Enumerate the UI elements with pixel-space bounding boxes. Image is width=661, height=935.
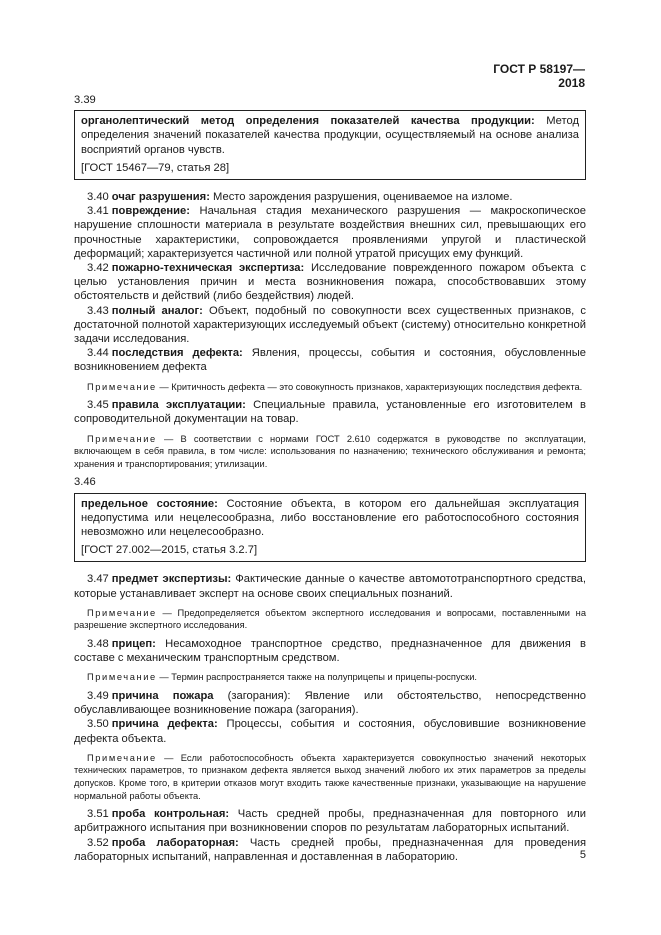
note-3-44: Примечание — Критичность дефекта — это совокупность признаков, характеризующих последствия дефекта. [87,381,583,392]
term-3-41: 3.41 повреждение: Начальная стадия механического разрушения — макроскопическое нарушение сплошности материала в результате воздействия внешних сил, превышающих его прочностные характеристики, сопровождается проявлениями упругой и пластической деформаций; характеризуется частичной или полной утратой присущих ему функций. [74,205,586,260]
term-3-49: 3.49 причина пожара (загорания): Явление или обстоятельство, непосредственно обуславливающее возникновение пожара (загорания). [74,690,586,717]
term-3-48: 3.48 прицеп: Несамоходное транспортное средство, предназначенное для движения в составе с механическим транспортным средством. [74,638,586,665]
term-box-3-46 [74,493,586,563]
note-3-48: Примечание — Термин распространяется также на полуприцепы и прицепы-роспуски. [87,672,477,683]
note-3-45: Примечание — В соответствии с нормами ГОСТ 2.610 содержатся в руководстве по эксплуатации, включающем в себя правила, в том числе: использования по назначению; технического обслуживания и ремонта; хранения и транспортирования; утилизации. [74,433,586,469]
terms-content [74,93,586,864]
term-3-47: 3.47 предмет экспертизы: Фактические данные о качестве автомототранспортного средства, которые устанавливает эксперт на основе своих специальных познаний. [74,573,586,600]
note-3-50: Примечание — Если работоспособность объекта характеризуется совокупностью значений некоторых технических параметров, то признаком дефекта является выход значений любого их этих параметров за пределы допусков. Кроме того, в критерии отказов могут входить также качественные признаки, указывающие на нарушение нормальной работы объекта. [74,752,586,801]
term-3-42: 3.42 пожарно-техническая экспертиза: Исследование поврежденного пожаром объекта с целью установления причин и места возникновения пожара, способствовавших этому обстоятельств и действий (либо бездействия) людей. [74,262,586,303]
term-3-52: 3.52 проба лабораторная: Часть средней пробы, предназначенная для проведения лабораторных испытаний, направленная и доставленная в лабораторию. [74,836,587,863]
term-number-3-46: 3.46 [74,476,96,489]
term-definition: предельное состояние: Состояние объекта, в котором его дальнейшая эксплуатация недопустима или нецелесообразна, либо восстановление его работоспособного состояния невозможно или нецелесообразно. [81,497,579,539]
term-source: [ГОСТ 15467—79, статья 28] [81,161,230,174]
term-number-3-39: 3.39 [74,94,96,106]
page-number: 5 [579,849,586,861]
term-definition: органолептический метод определения показателей качества продукции: Метод определения значений показателей качества продукции, осуществляемый на основе анализа восприятий органов чувств. [81,115,579,156]
term-3-40: 3.40 очаг разрушения: Место зарождения разрушения, оцениваемое на изломе. [87,191,513,204]
term-3-43: 3.43 полный аналог: Объект, подобный по совокупности всех существенных признаков, с достаточной полнотой характеризующих исследуемый объект (систему) относительно конкретной задачи исследования. [74,304,586,346]
term-source: [ГОСТ 27.002—2015, статья 3.2.7] [81,544,258,557]
note-3-47: Примечание — Предопределяется объектом экспертного исследования и вопросами, поставленными на разрешение экспертного исследования. [74,607,586,631]
document-header: ГОСТ Р 58197—2018 [493,62,585,91]
term-3-44: 3.44 последствия дефекта: Явления, процессы, события и состояния, обусловленные возникновением дефекта [74,347,586,374]
term-name: предельное состояние: [81,497,218,510]
term-3-51: 3.51 проба контрольная: Часть средней пробы, предназначенная для повторного или арбитражного испытания при возникновении споров по результатам лабораторных испытаний. [74,808,586,835]
term-3-50: 3.50 причина дефекта: Процессы, события и состояния, обусловившие возникновение дефекта объекта. [74,718,586,745]
term-3-45: 3.45 правила эксплуатации: Специальные правила, установленные его изготовителем в сопроводительной документации на товар. [74,399,586,426]
term-box-3-39 [74,110,586,180]
term-name: органолептический метод определения показателей качества продукции: [81,115,535,128]
